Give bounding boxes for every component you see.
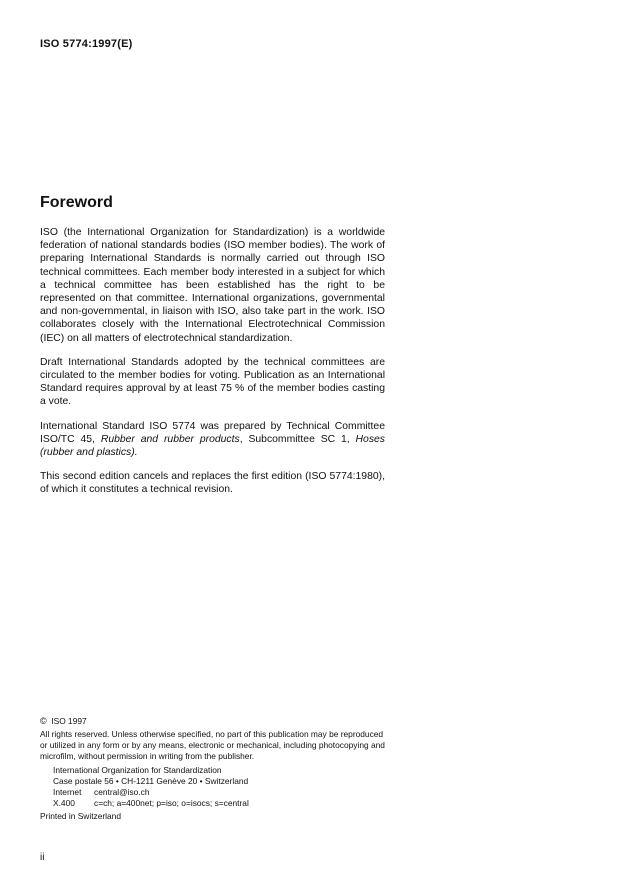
foreword-paragraph-2: Draft International Standards adopted by the technical committees are circulated to the member bodies for voting. Publication as an International Standard requires approval by at least 75 % of the member bodies casting a vote.: [40, 356, 385, 408]
rights-line-1: All rights reserved. Unless otherwise specified, no part of this publication may be reproduced: [40, 729, 384, 739]
copyright-line: [40, 716, 400, 727]
x400-label: X.400: [53, 798, 75, 808]
foreword-title: Foreword: [40, 194, 113, 211]
para3-text-start: International Standard ISO 5774 was prepared by Technical Committee ISO/TC 45,: [40, 420, 385, 445]
copyright-year: ISO 1997: [51, 716, 87, 726]
foreword-paragraph-3: [40, 420, 385, 460]
internet-address: central@iso.ch: [94, 787, 150, 797]
sc-title-italic: Hoses (rubber and plastics).: [40, 433, 385, 459]
tc-title-italic: Rubber and rubber products: [100, 433, 240, 445]
rights-line-3: microfilm, without permission in writing from the publisher.: [40, 751, 255, 761]
foreword-paragraph-1: ISO (the International Organization for Standardization) is a worldwide federation of national standards bodies (ISO member bodies). The work of preparing International Standards is normally carried out through ISO technical committees. Each member body interested in a subject for which a technical committee has been established has the right to be represented on that committee. International organizations, governmental and non-governmental, in liaison with ISO, also take part in the work. ISO collaborates closely with the International Electrotechnical Commission (IEC) on all matters of electrotechnical standardization.: [40, 227, 385, 344]
rights-statement: [40, 729, 388, 762]
rights-line-2: or utilized in any form or by any means, electronic or mechanical, including photocopying and: [40, 740, 385, 750]
x400-address: c=ch; a=400net; p=iso; o=isocs; s=central: [94, 798, 249, 808]
printed-in: Printed in Switzerland: [40, 811, 121, 821]
document-identifier: ISO 5774:1997(E): [40, 38, 133, 50]
x400-row: [53, 798, 400, 809]
foreword-body: [40, 226, 385, 508]
para3-text-middle: , Subcommittee SC 1,: [239, 433, 356, 445]
internet-row: [53, 787, 400, 798]
internet-label: Internet: [53, 787, 82, 797]
publisher-address: [53, 765, 400, 809]
copyright-symbol: ©: [40, 716, 47, 726]
page-number: ii: [40, 852, 45, 863]
org-postal-address: Case postale 56 • CH-1211 Genève 20 • Switzerland: [53, 776, 249, 786]
foreword-paragraph-4: This second edition cancels and replaces the first edition (ISO 5774:1980), of which it constitutes a technical revision.: [40, 471, 385, 496]
copyright-block: [40, 716, 400, 822]
org-name: International Organization for Standardization: [53, 765, 222, 775]
